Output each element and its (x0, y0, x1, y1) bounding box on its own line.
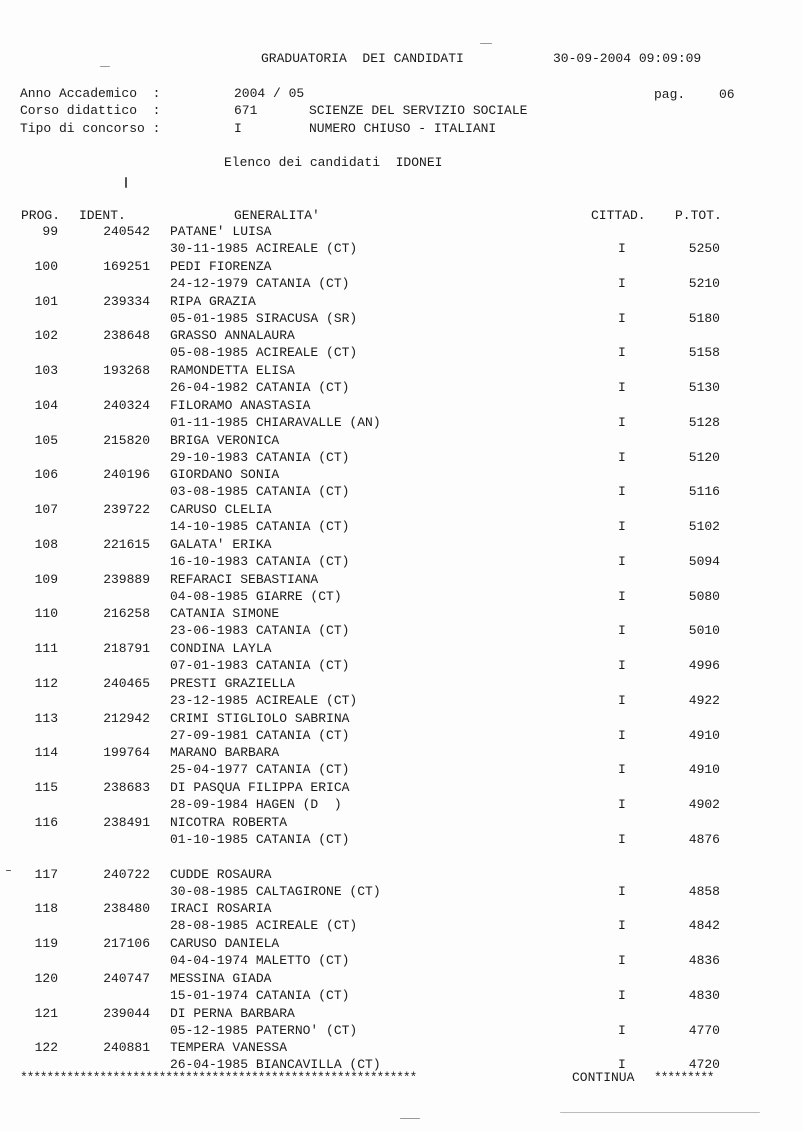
row-ident: 215820 (103, 432, 150, 448)
corso-name: SCIENZE DEL SERVIZIO SOCIALE (309, 103, 528, 118)
row-prog: 121 (34, 1005, 58, 1021)
row-cittad: I (618, 310, 626, 326)
row-birth: 14-10-1985 CATANIA (CT) (170, 519, 350, 534)
row-ident: 239334 (103, 293, 150, 309)
row-birth: 26-04-1985 BIANCAVILLA (CT) (170, 1057, 381, 1073)
table-row (0, 745, 803, 780)
row-name: GALATA' ERIKA (170, 536, 272, 552)
tipo-name: NUMERO CHIUSO - ITALIANI (309, 121, 497, 136)
row-name: MESSINA GIADA (170, 970, 272, 986)
row-ptot: 4836 (688, 953, 720, 968)
row-name: IRACI ROSARIA (170, 901, 272, 917)
row-cittad: I (618, 658, 626, 673)
row-prog: 109 (34, 571, 58, 587)
table-row (0, 328, 803, 363)
table-row (0, 467, 803, 502)
row-prog: 99 (42, 224, 58, 239)
row-prog: 122 (34, 1040, 58, 1056)
row-prog: 115 (34, 780, 58, 795)
row-prog: 105 (34, 432, 58, 448)
row-cittad: I (618, 484, 626, 500)
row-ptot: 5130 (688, 380, 720, 395)
row-birth: 30-08-1985 CALTAGIRONE (CT) (170, 883, 381, 899)
row-cittad: I (618, 588, 626, 604)
row-name: PEDI FIORENZA (170, 258, 272, 274)
scan-mark (6, 870, 11, 871)
row-ptot: 5180 (688, 310, 720, 326)
row-ptot: 5010 (688, 623, 720, 639)
row-cittad: I (618, 883, 626, 899)
row-cittad: I (618, 692, 626, 708)
table-row (0, 502, 803, 537)
row-prog: 110 (34, 606, 58, 622)
row-ident: 238683 (103, 780, 150, 795)
col-header-prog: PROG. (21, 208, 61, 223)
col-header-generalita: GENERALITA' (234, 208, 320, 223)
row-name: GIORDANO SONIA (170, 467, 280, 483)
row-ident: 239044 (103, 1005, 150, 1021)
row-ident: 240465 (103, 675, 150, 691)
row-ident: 240324 (103, 397, 150, 413)
list-subtitle: Elenco dei candidati IDONEI (224, 155, 443, 170)
row-name: FILORAMO ANASTASIA (170, 397, 311, 413)
row-cittad: I (618, 345, 626, 361)
table-row (0, 259, 803, 294)
row-ident: 238648 (103, 328, 150, 344)
row-cittad: I (618, 449, 626, 465)
row-name: MARANO BARBARA (170, 745, 280, 761)
tipo-label: Tipo di concorso : (20, 121, 161, 136)
row-name: CRIMI STIGLIOLO SABRINA (170, 710, 350, 726)
row-prog: 108 (34, 536, 58, 552)
row-ident: 240722 (103, 866, 150, 882)
row-cittad: I (618, 414, 626, 430)
row-cittad: I (618, 1057, 626, 1073)
row-birth: 26-04-1982 CATANIA (CT) (170, 380, 350, 395)
row-birth: 15-01-1974 CATANIA (CT) (170, 987, 350, 1003)
row-ptot: 4910 (688, 727, 720, 743)
row-prog: 102 (34, 328, 58, 344)
row-name: DI PASQUA FILIPPA ERICA (170, 780, 350, 795)
row-cittad: I (618, 918, 626, 934)
row-birth: 01-10-1985 CATANIA (CT) (170, 831, 350, 847)
row-prog: 118 (34, 901, 58, 917)
row-prog: 120 (34, 970, 58, 986)
row-ptot: 4996 (688, 658, 720, 673)
row-birth: 27-09-1981 CATANIA (CT) (170, 727, 350, 743)
row-name: CONDINA LAYLA (170, 641, 272, 656)
table-row (0, 780, 803, 815)
row-birth: 23-12-1985 ACIREALE (CT) (170, 692, 358, 708)
scan-mark (100, 66, 110, 67)
table-row (0, 815, 803, 850)
row-prog: 100 (34, 258, 58, 274)
footer-continua: CONTINUA (572, 1070, 635, 1085)
row-ptot: 5102 (688, 519, 720, 534)
page-label: pag. (654, 87, 686, 102)
row-ident: 239889 (103, 571, 150, 587)
row-cittad: I (618, 987, 626, 1003)
row-prog: 111 (34, 641, 58, 656)
row-ident: 240196 (103, 467, 150, 483)
row-ptot: 5120 (688, 449, 720, 465)
row-cittad: I (618, 519, 626, 534)
row-cittad: I (618, 831, 626, 847)
row-prog: 104 (34, 397, 58, 413)
table-row (0, 398, 803, 433)
row-prog: 114 (34, 745, 58, 761)
row-birth: 05-12-1985 PATERNO' (CT) (170, 1022, 358, 1038)
row-ident: 218791 (103, 641, 150, 656)
row-birth: 04-08-1985 GIARRE (CT) (170, 588, 342, 604)
row-name: REFARACI SEBASTIANA (170, 571, 319, 587)
row-ptot: 5094 (688, 553, 720, 569)
row-name: RIPA GRAZIA (170, 293, 256, 309)
row-ident: 240881 (103, 1040, 150, 1056)
row-name: NICOTRA ROBERTA (170, 814, 288, 830)
row-birth: 30-11-1985 ACIREALE (CT) (170, 241, 358, 256)
col-header-ptot: P.TOT. (675, 208, 722, 223)
tipo-code: I (234, 121, 242, 136)
row-ptot: 4720 (688, 1057, 720, 1073)
scan-mark (560, 1112, 760, 1113)
scan-mark (125, 177, 127, 188)
anno-value: 2004 / 05 (234, 86, 305, 101)
row-ident: 212942 (103, 710, 150, 726)
col-header-cittad: CITTAD. (591, 208, 646, 223)
row-cittad: I (618, 953, 626, 968)
row-ident: 240747 (103, 970, 150, 986)
anno-label: Anno Accademico : (20, 86, 161, 101)
row-prog: 119 (34, 936, 58, 951)
row-ident: 238480 (103, 901, 150, 917)
row-name: BRIGA VERONICA (170, 432, 280, 448)
row-birth: 29-10-1983 CATANIA (CT) (170, 449, 350, 465)
row-prog: 117 (34, 866, 58, 882)
row-name: CARUSO DANIELA (170, 936, 280, 951)
row-ident: 199764 (103, 745, 150, 761)
table-row (0, 572, 803, 607)
row-ptot: 4910 (688, 762, 720, 778)
row-ptot: 5210 (688, 275, 720, 291)
row-name: PRESTI GRAZIELLA (170, 675, 295, 691)
table-row (0, 363, 803, 398)
row-name: GRASSO ANNALAURA (170, 328, 295, 344)
scan-mark (480, 43, 492, 44)
row-birth: 28-08-1985 ACIREALE (CT) (170, 918, 358, 934)
row-ptot: 4902 (688, 797, 720, 812)
row-prog: 101 (34, 293, 58, 309)
row-birth: 07-01-1983 CATANIA (CT) (170, 658, 350, 673)
table-row (0, 971, 803, 1006)
table-row (0, 901, 803, 936)
row-name: TEMPERA VANESSA (170, 1040, 288, 1056)
row-prog: 106 (34, 467, 58, 483)
row-ident: 217106 (103, 936, 150, 951)
row-cittad: I (618, 762, 626, 778)
row-cittad: I (618, 553, 626, 569)
row-ptot: 5250 (688, 241, 720, 256)
row-ident: 193268 (103, 363, 150, 378)
table-row (0, 606, 803, 641)
row-ident: 239722 (103, 502, 150, 517)
row-prog: 113 (34, 710, 58, 726)
row-cittad: I (618, 275, 626, 291)
row-prog: 103 (34, 363, 58, 378)
table-row (0, 867, 803, 902)
row-ptot: 4876 (688, 831, 720, 847)
row-ident: 221615 (103, 536, 150, 552)
row-birth: 03-08-1985 CATANIA (CT) (170, 484, 350, 500)
table-row (0, 641, 803, 676)
row-ident: 240542 (103, 224, 150, 239)
row-ptot: 4830 (688, 987, 720, 1003)
row-cittad: I (618, 727, 626, 743)
corso-label: Corso didattico : (20, 103, 161, 118)
row-cittad: I (618, 1022, 626, 1038)
row-ptot: 4842 (688, 918, 720, 934)
table-row (0, 1006, 803, 1041)
row-birth: 24-12-1979 CATANIA (CT) (170, 275, 350, 291)
row-ptot: 4770 (688, 1022, 720, 1038)
scan-mark (400, 1118, 420, 1119)
row-birth: 16-10-1983 CATANIA (CT) (170, 553, 350, 569)
report-title: GRADUATORIA DEI CANDIDATI (261, 51, 464, 66)
row-birth: 25-04-1977 CATANIA (CT) (170, 762, 350, 778)
row-birth: 01-11-1985 CHIARAVALLE (AN) (170, 414, 381, 430)
row-birth: 05-01-1985 SIRACUSA (SR) (170, 310, 358, 326)
table-row (0, 224, 803, 259)
row-ptot: 4858 (688, 883, 720, 899)
table-row (0, 711, 803, 746)
row-ptot: 5158 (688, 345, 720, 361)
row-ptot: 5080 (688, 588, 720, 604)
row-birth: 28-09-1984 HAGEN (D ) (170, 797, 342, 812)
table-row (0, 676, 803, 711)
row-name: RAMONDETTA ELISA (170, 363, 295, 378)
report-datetime: 30-09-2004 09:09:09 (553, 51, 702, 66)
row-cittad: I (618, 380, 626, 395)
row-name: CARUSO CLELIA (170, 502, 272, 517)
table-row (0, 294, 803, 329)
row-prog: 112 (34, 675, 58, 691)
row-prog: 116 (34, 814, 58, 830)
row-cittad: I (618, 241, 626, 256)
row-ident: 216258 (103, 606, 150, 622)
footer-stars-left: ************************************************************ (20, 1070, 417, 1085)
row-cittad: I (618, 623, 626, 639)
row-ptot: 5116 (688, 484, 720, 500)
table-row (0, 936, 803, 971)
row-name: CUDDE ROSAURA (170, 866, 272, 882)
row-birth: 04-04-1974 MALETTO (CT) (170, 953, 350, 968)
row-ident: 169251 (103, 258, 150, 274)
row-birth: 23-06-1983 CATANIA (CT) (170, 623, 350, 639)
table-row (0, 537, 803, 572)
row-ptot: 4922 (688, 692, 720, 708)
row-birth: 05-08-1985 ACIREALE (CT) (170, 345, 358, 361)
row-prog: 107 (34, 502, 58, 517)
row-cittad: I (618, 797, 626, 812)
row-name: PATANE' LUISA (170, 224, 272, 239)
footer-stars-right: ********* (654, 1070, 714, 1085)
table-row (0, 433, 803, 468)
page-number: 06 (719, 87, 735, 102)
row-ptot: 5128 (688, 414, 720, 430)
row-ident: 238491 (103, 814, 150, 830)
row-name: CATANIA SIMONE (170, 606, 280, 622)
corso-code: 671 (234, 103, 258, 118)
row-name: DI PERNA BARBARA (170, 1005, 295, 1021)
col-header-ident: IDENT. (79, 208, 126, 223)
